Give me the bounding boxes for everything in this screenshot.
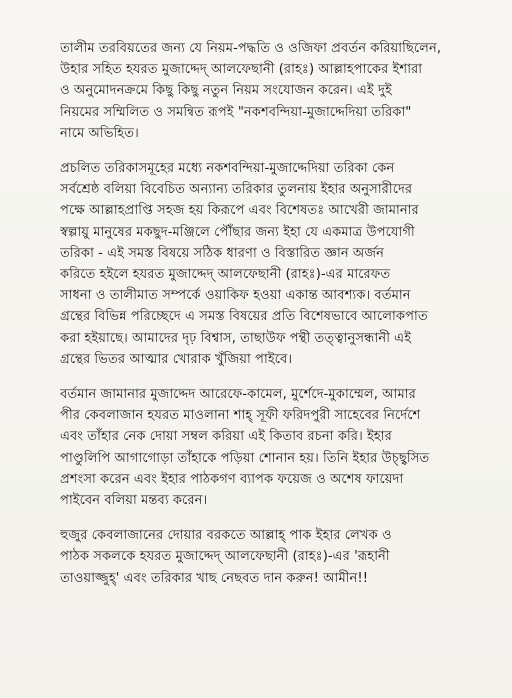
paragraph-2 (60, 158, 472, 370)
text-line: করা হইয়াছে। আমাদের দৃঢ় বিশ্বাস, তাছাউফ পন্থী তত্ত্বানুসন্ধানী এই (60, 330, 412, 346)
text-line: পীর কেবলাজান হযরত মাওলানা শাহ্‌ সূফী ফরিদপুরী সাহেবের নির্দেশে (60, 408, 421, 424)
text-line: তাওয়াজ্জুহ্‌' এবং তরিকার খাছ নেছবত দান করুন! আমীন!! (60, 570, 369, 586)
text-line: নামে অভিহিত। (60, 125, 139, 141)
text-line: করিতে হইলে হযরত মুজাদ্দেদ্‌ আলফেছানী (রাহঃ)-এর মারেফত (60, 267, 391, 283)
text-line: নিয়মের সম্মিলিত ও সমন্বিত রূপই "নকশবন্দিয়া-মুজাদ্দেদিয়া তরিকা" (60, 104, 412, 120)
text-line: প্রশংসা করেন এবং ইহার পাঠকগণ ব্যাপক ফয়েজ ও অশেষ ফায়েদা (60, 471, 404, 487)
paragraph-1 (60, 38, 472, 144)
text-line: স্বল্পায়ু মানুষের মকছুদ-মঞ্জিলে পৌঁছার জন্য ইহা যে একমাত্র উপযোগী (60, 224, 415, 240)
text-line: সর্বশ্রেষ্ঠ বলিয়া বিবেচিত অন্যান্য তরিকার তুলনায় ইহার অনুসারীদের (60, 182, 413, 198)
paragraph-4 (60, 525, 472, 589)
text-line: তালীম তরবিয়তের জন্য যে নিয়ম-পদ্ধতি ও ওজিফা প্রবর্তন করিয়াছিলেন, (60, 41, 442, 56)
text-line: গ্রন্থের ভিতর আত্মার খোরাক খুঁজিয়া পাইবে। (60, 351, 293, 367)
text-line: উহার সহিত হযরত মুজাদ্দেদ্‌ আলফেছানী (রাহঃ) আল্লাহপাকের ইশারা (60, 62, 423, 78)
text-line: প্রচলিত তরিকাসমূহের মধ্যে নকশবন্দিয়া-মুজাদ্দেদিয়া তরিকা কেন (60, 161, 395, 177)
text-line: বর্তমান জামানার মুজাদ্দেদ আরেফে-কামেল, মুর্শেদে-মুকাম্মেল, আমার (60, 387, 416, 403)
paragraph-3 (60, 384, 472, 511)
text-line: ও অনুমোদনক্রমে কিছু কিছু নতুন নিয়ম সংযোজন করেন। এই দুই (60, 83, 392, 99)
text-line: পাইবেন বলিয়া মন্তব্য করেন। (60, 493, 208, 509)
text-line: গ্রন্থের বিভিন্ন পরিচ্ছেদে এ সমস্ত বিষয়ের প্রতি বিশেষভাবে আলোকপাত (60, 309, 428, 325)
text-line: পাঠক সকলকে হযরত মুজাদ্দেদ্‌ আলফেছানী (রাহঃ)-এর 'রূহানী (60, 549, 390, 565)
text-line: সাধনা ও তালীমাত সম্পর্কে ওয়াকিফ হওয়া একান্ত আবশ্যক। বর্তমান (60, 288, 411, 304)
text-line: এবং তাঁহার নেক দোয়া সম্বল করিয়া এই কিতাব রচনা করি। ইহার (60, 429, 392, 445)
text-line: পক্ষে আল্লাহপ্রাপ্তি সহজ হয় কিরূপে এবং বিশেষতঃ আখেরী জামানার (60, 203, 419, 219)
text-line: হুজুর কেবলাজানের দোয়ার বরকতে আল্লাহ্‌ পাক ইহার লেখক ও (60, 528, 392, 544)
text-line: তরিকা - এই সমস্ত বিষয়ে সঠিক ধারণা ও বিস্তারিত জ্ঞান অর্জন (60, 245, 384, 261)
body-text (60, 38, 472, 603)
text-line: পাণ্ডুলিপি আগাগোড়া তাঁহাকে পড়িয়া শোনান হয়। তিনি ইহার উচ্ছ্বসিত (60, 450, 430, 466)
